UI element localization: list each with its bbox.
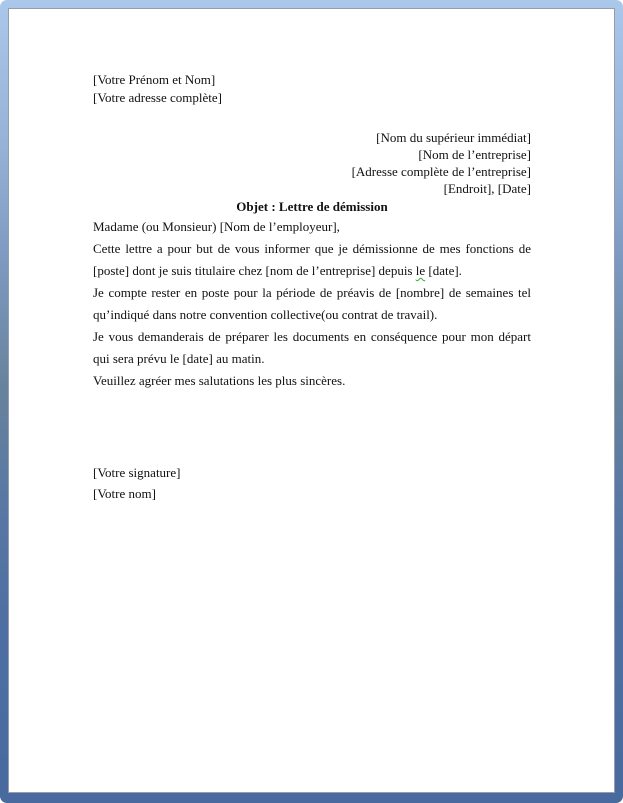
recipient-company: [Nom de l’entreprise]	[418, 147, 531, 162]
body-paragraph-2: Je compte rester en poste pour la période de préavis de [nombre] de semaines tel qu’indiqué dans notre convention collective(ou contrat de travail).	[93, 285, 531, 322]
closing-line: Veuillez agréer mes salutations les plus sincères.	[93, 373, 346, 388]
signature-block	[93, 462, 531, 504]
sender-name: [Votre Prénom et Nom]	[93, 72, 216, 87]
subject-line: Objet : Lettre de démission	[236, 199, 388, 214]
recipient-block	[93, 129, 531, 180]
paragraph1-text-after: [date].	[425, 263, 462, 278]
sender-address: [Votre adresse complète]	[93, 90, 222, 105]
signature-placeholder: [Votre signature]	[93, 465, 181, 480]
paragraph1-text-before: Cette lettre a pour but de vous informer que je démissionne de mes fonctions de [poste] dont je suis titulaire chez [nom de l’entreprise] depuis	[93, 241, 531, 278]
recipient-company-address: [Adresse complète de l’entreprise]	[351, 164, 531, 179]
sender-block	[93, 71, 531, 107]
recipient-supervisor: [Nom du supérieur immédiat]	[376, 130, 531, 145]
letter-page	[8, 8, 615, 793]
grammar-flagged-word: le	[415, 263, 426, 278]
place-date-line: [Endroit], [Date]	[443, 181, 531, 196]
body-paragraph-1	[93, 238, 531, 282]
signature-name-placeholder: [Votre nom]	[93, 486, 156, 501]
salutation-line: Madame (ou Monsieur) [Nom de l’employeur],	[93, 219, 340, 234]
body-paragraph-3: Je vous demanderais de préparer les documents en conséquence pour mon départ qui sera prévu le [date] au matin.	[93, 329, 531, 366]
